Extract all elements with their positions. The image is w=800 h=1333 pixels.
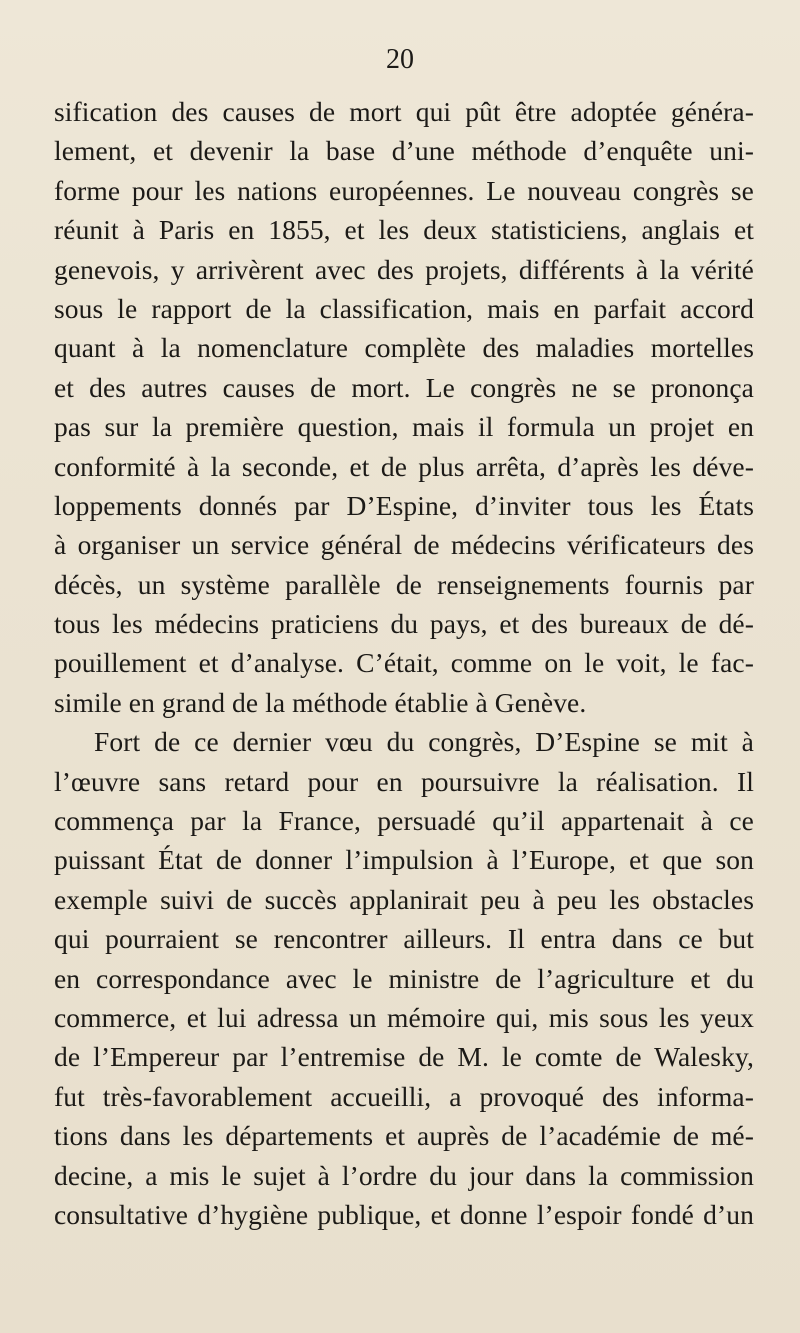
text-line: exemple suivi de succès applanirait peu à peu les obstacles — [54, 883, 754, 915]
text-line: pas sur la première question, mais il formula un projet en — [54, 411, 754, 443]
text-line: fut très-favorablement accueilli, a provoqué des informa- — [54, 1080, 754, 1112]
text-line: puissant État de donner l’impulsion à l’Europe, et que son — [54, 844, 754, 876]
text-line: sification des causes de mort qui pût être adoptée généra- — [54, 96, 754, 127]
text-line: sous le rapport de la classification, mais en parfait accord — [54, 292, 754, 324]
text-line: décès, un système parallèle de renseignements fournis par — [54, 568, 754, 600]
text-line: decine, a mis le sujet à l’ordre du jour dans la commission — [54, 1159, 754, 1191]
text-line: à organiser un service général de médecins vérificateurs des — [54, 529, 754, 561]
text-line: qui pourraient se rencontrer ailleurs. Il entra dans ce but — [54, 923, 754, 955]
text-line: lement, et devenir la base d’une méthode d’enquête uni- — [54, 135, 754, 167]
text-line: simile en grand de la méthode établie à Genève. — [54, 686, 587, 718]
text-line: réunit à Paris en 1855, et les deux statisticiens, anglais et — [54, 214, 754, 246]
text-line: de l’Empereur par l’entremise de M. le comte de Walesky, — [54, 1041, 754, 1073]
text-line: genevois, y arrivèrent avec des projets, différents à la vérité — [54, 253, 754, 285]
text-line: commerce, et lui adressa un mémoire qui, mis sous les yeux — [54, 1001, 754, 1033]
text-line: Fort de ce dernier vœu du congrès, D’Espine se mit à — [94, 726, 754, 758]
text-line: loppements donnés par D’Espine, d’inviter tous les États — [54, 489, 754, 521]
text-line: forme pour les nations européennes. Le nouveau congrès se — [54, 174, 754, 206]
text-line: pouillement et d’analyse. C’était, comme on le voit, le fac- — [54, 647, 754, 679]
text-line: tions dans les départements et auprès de l’académie de mé- — [54, 1120, 754, 1152]
text-line: conformité à la seconde, et de plus arrêta, d’après les déve- — [54, 450, 754, 482]
text-line: et des autres causes de mort. Le congrès ne se prononça — [54, 371, 754, 403]
text-line: consultative d’hygiène publique, et donne l’espoir fondé d’un — [54, 1198, 754, 1230]
body-text — [54, 92, 754, 1234]
text-line: quant à la nomenclature complète des maladies mortelles — [54, 332, 754, 364]
text-line: commença par la France, persuadé qu’il appartenait à ce — [54, 805, 754, 837]
page-number: 20 — [386, 44, 414, 75]
text-line: l’œuvre sans retard pour en poursuivre la réalisation. Il — [54, 765, 754, 797]
text-line: tous les médecins praticiens du pays, et des bureaux de dé- — [54, 608, 754, 640]
text-line: en correspondance avec le ministre de l’agriculture et du — [54, 962, 754, 994]
